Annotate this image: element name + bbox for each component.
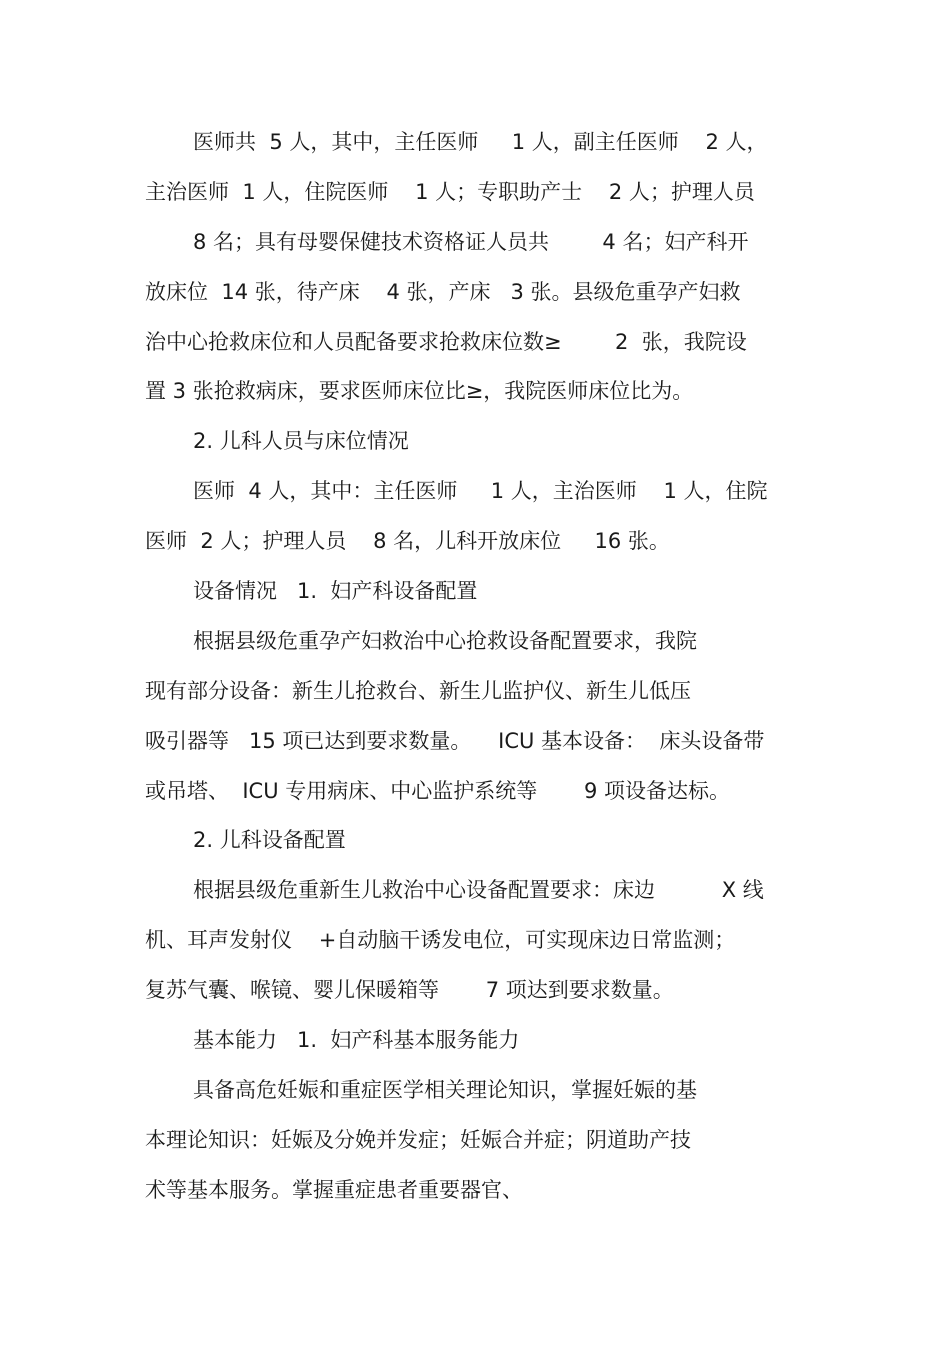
- section-heading: 基本能力 1. 妇产科基本服务能力: [193, 1028, 520, 1052]
- section-heading: 2. 儿科设备配置: [193, 828, 346, 852]
- text-line: 根据县级危重孕产妇救治中心抢救设备配置要求，我院: [193, 629, 697, 653]
- text-line: 主治医师 1 人，住院医师 1 人；专职助产士 2 人；护理人员: [145, 180, 755, 204]
- text-line: 术等基本服务。掌握重症患者重要器官、: [145, 1178, 523, 1202]
- text-line: 医师共 5 人，其中，主任医师 1 人，副主任医师 2 人，: [193, 130, 768, 154]
- text-line: 本理论知识：妊娠及分娩并发症；妊娠合并症；阴道助产技: [145, 1128, 691, 1152]
- text-line: 复苏气囊、喉镜、婴儿保暖箱等 7 项达到要求数量。: [145, 978, 674, 1002]
- text-line: 8 名；具有母婴保健技术资格证人员共 4 名；妇产科开: [193, 230, 749, 254]
- text-line: 现有部分设备：新生儿抢救台、新生儿监护仪、新生儿低压: [145, 679, 691, 703]
- text-line: 具备高危妊娠和重症医学相关理论知识，掌握妊娠的基: [193, 1078, 697, 1102]
- text-line: 吸引器等 15 项已达到要求数量。 ICU 基本设备： 床头设备带: [145, 729, 765, 753]
- text-line: 置 3 张抢救病床，要求医师床位比≥，我院医师床位比为。: [145, 379, 694, 403]
- text-line: 或吊塔、 ICU 专用病床、中心监护系统等 9 项设备达标。: [145, 779, 731, 803]
- text-line: 机、耳声发射仪 +自动脑干诱发电位，可实现床边日常监测；: [145, 928, 736, 952]
- text-line: 医师 2 人；护理人员 8 名，儿科开放床位 16 张。: [145, 529, 670, 553]
- text-line: 放床位 14 张，待产床 4 张，产床 3 张。县级危重孕产妇救: [145, 280, 741, 304]
- text-line: 根据县级危重新生儿救治中心设备配置要求：床边 X 线: [193, 878, 764, 902]
- section-heading: 2. 儿科人员与床位情况: [193, 429, 409, 453]
- text-line: 治中心抢救床位和人员配备要求抢救床位数≥ 2 张，我院设: [145, 330, 747, 354]
- text-line: 医师 4 人，其中：主任医师 1 人，主治医师 1 人，住院: [193, 479, 768, 503]
- section-heading: 设备情况 1. 妇产科设备配置: [193, 579, 478, 603]
